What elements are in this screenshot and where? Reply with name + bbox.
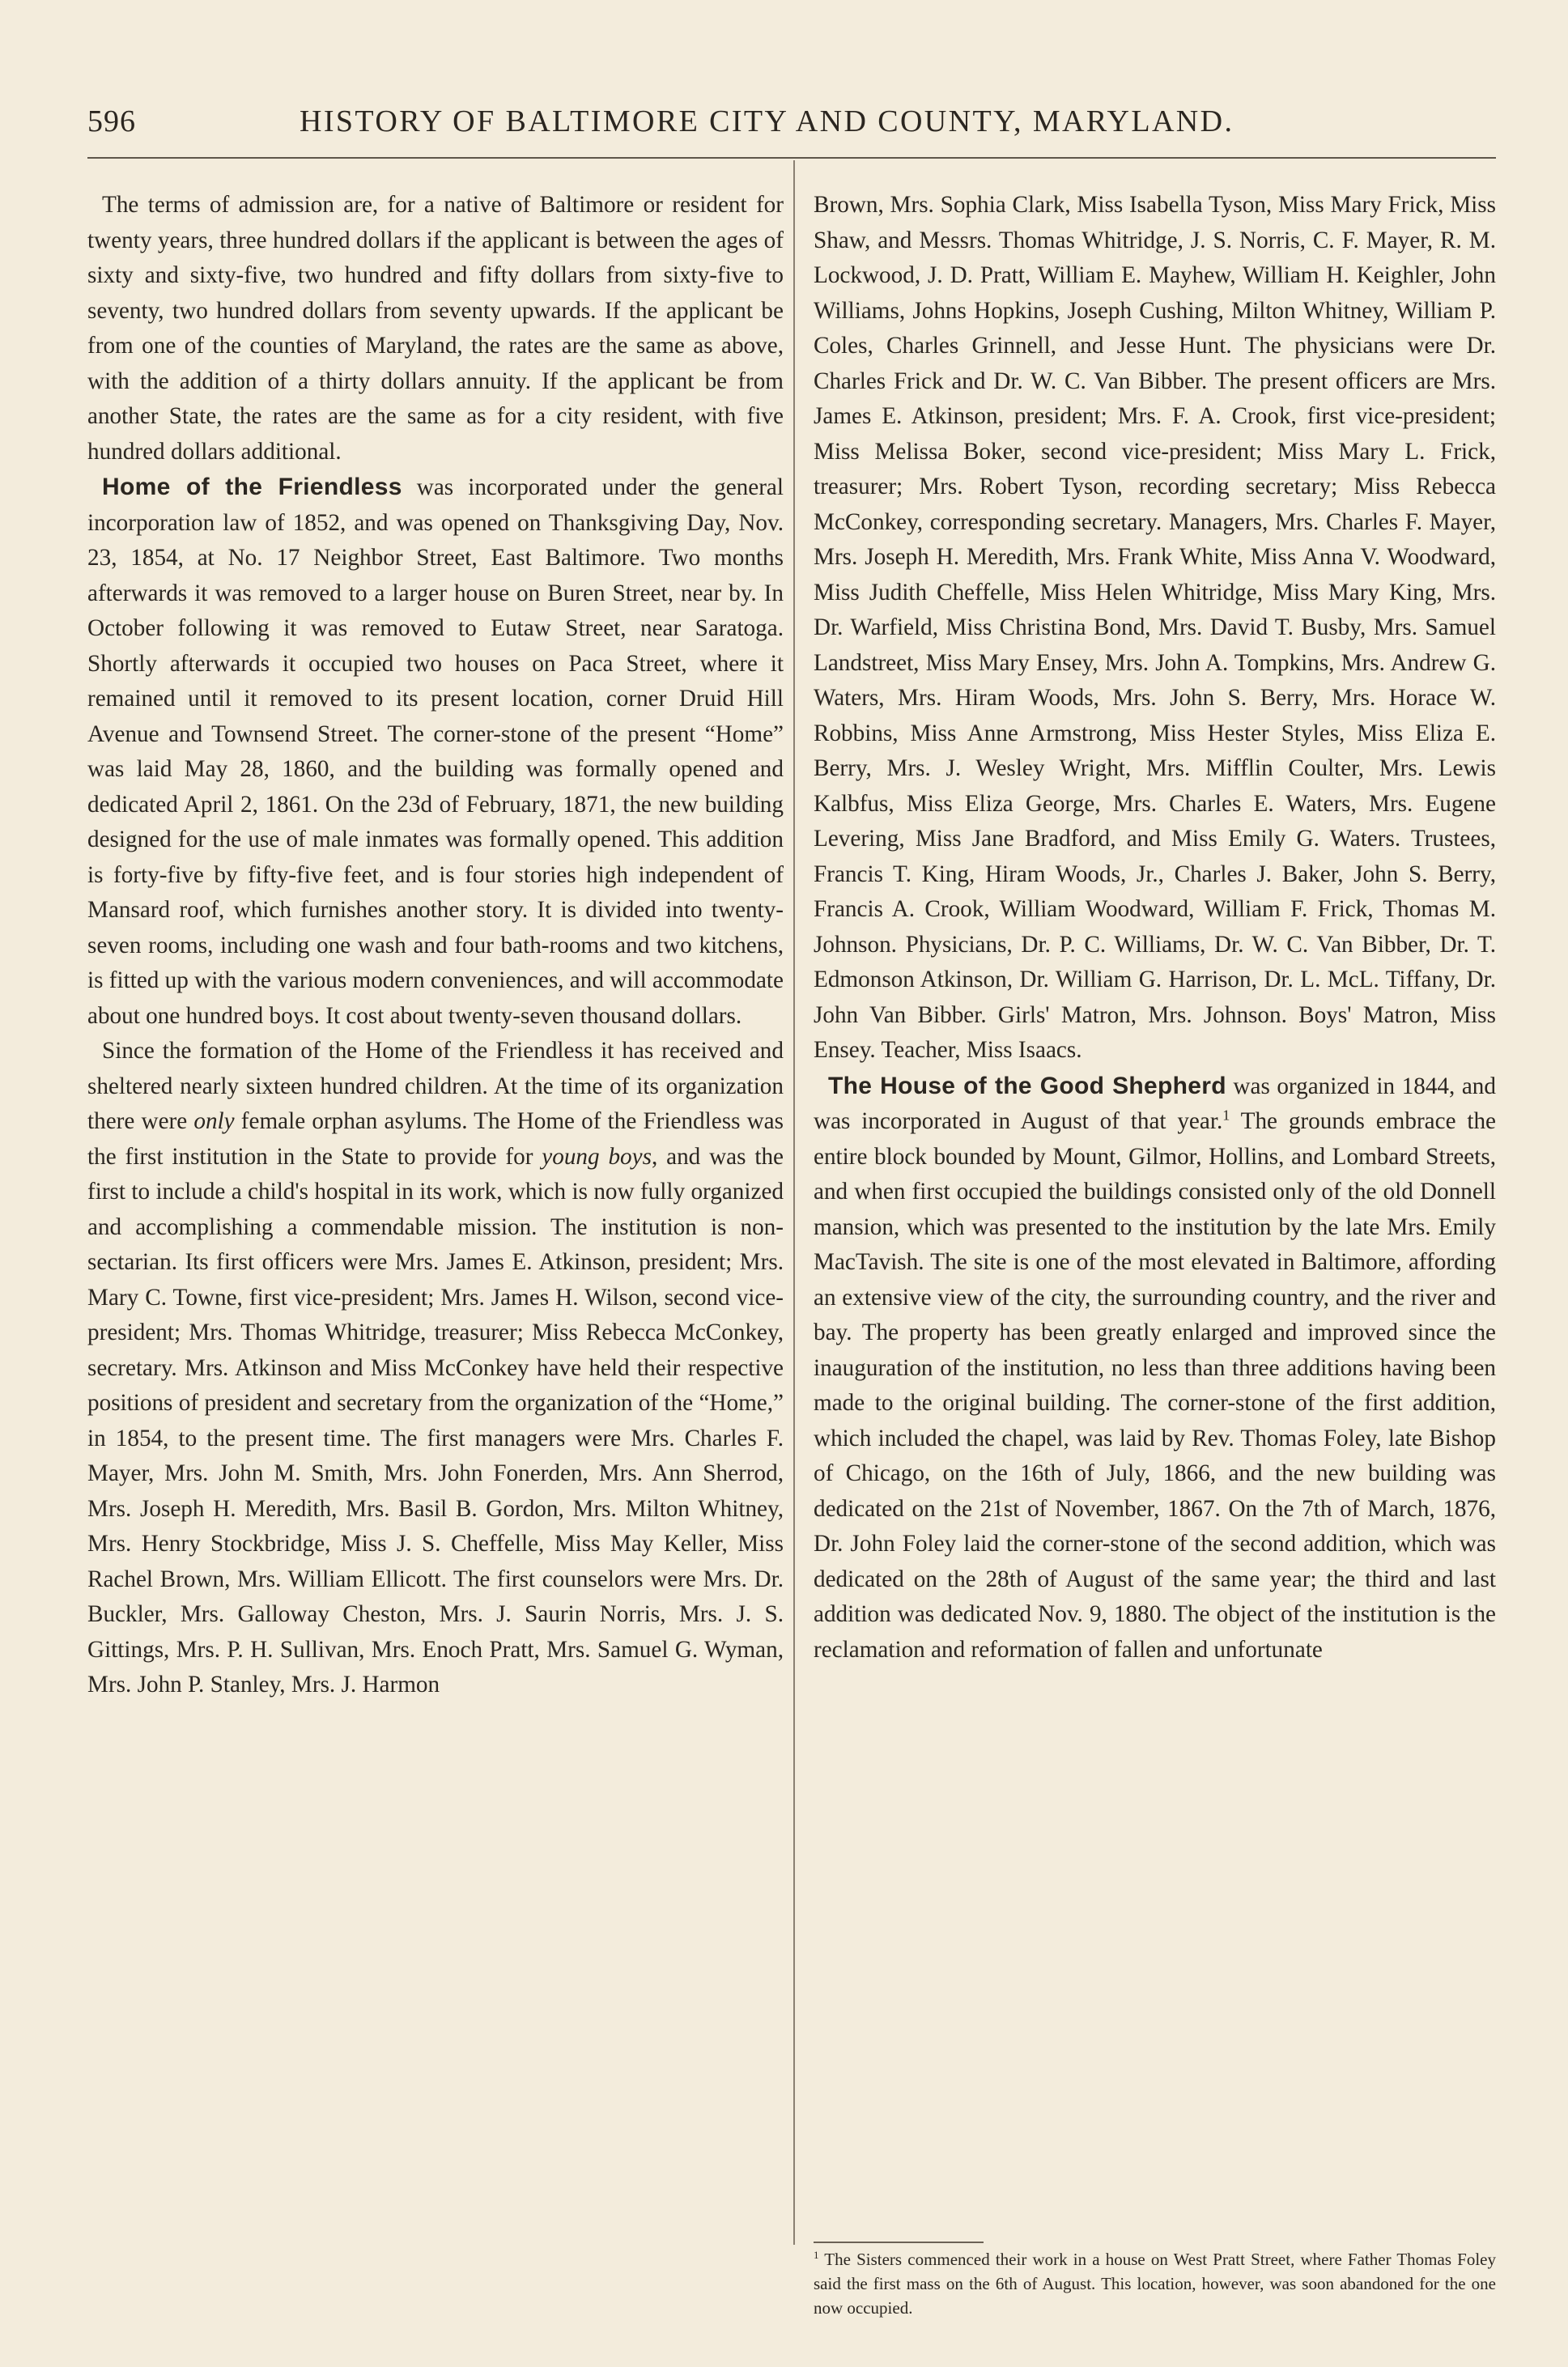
section-heading-house-of-the-good-shepherd: The House of the Good Shepherd — [828, 1072, 1226, 1099]
footnote-text: The Sisters commenced their work in a house on West Pratt Street, where Father Thomas Foley said the first mass on the 6th of August. This location, however, was soon abandoned for the one now occupied. — [814, 2250, 1496, 2318]
emphasis-text: only — [193, 1108, 235, 1134]
footnote-reference[interactable]: 1 — [1222, 1107, 1230, 1124]
header-rule — [87, 157, 1496, 159]
column-divider — [793, 160, 795, 2245]
footnote — [814, 2247, 1496, 2320]
paragraph-officers-continued: Brown, Mrs. Sophia Clark, Miss Isabella Tyson, Miss Mary Frick, Miss Shaw, and Messrs. Thomas Whitridge, J. S. Norris, C. F. Mayer, R. M. Lockwood, J. D. Pratt, William E. Mayhew, William H. Keighler, John Williams, Johns Hopkins, Joseph Cushing, Milton Whitney, William P. Coles, Charles Grinnell, and Jesse Hunt. The physicians were Dr. Charles Frick and Dr. W. C. Van Bibber. The present officers are Mrs. James E. Atkinson, president; Mrs. F. A. Crook, first vice-president; Miss Melissa Boker, second vice-president; Miss Mary L. Frick, treasurer; Mrs. Robert Tyson, recording secretary; Miss Rebecca McConkey, corresponding secretary. Managers, Mrs. Charles F. Mayer, Mrs. Joseph H. Meredith, Mrs. Frank White, Miss Anna V. Woodward, Miss Judith Cheffelle, Miss Helen Whitridge, Miss Mary King, Mrs. Dr. Warfield, Miss Christina Bond, Mrs. David T. Busby, Mrs. Samuel Landstreet, Miss Mary Ensey, Mrs. John A. Tompkins, Mrs. Andrew G. Waters, Mrs. Hiram Woods, Mrs. John S. Berry, Mrs. Horace W. Robbins, Miss Anne Armstrong, Miss Hester Styles, Miss Eliza E. Berry, Mrs. J. Wesley Wright, Mrs. Mifflin Coulter, Mrs. Lewis Kalbfus, Miss Eliza George, Mrs. Charles E. Waters, Mrs. Eugene Levering, Miss Jane Bradford, and Miss Emily G. Waters. Trustees, Francis T. King, Hiram Woods, Jr., Charles J. Baker, John S. Berry, Francis A. Crook, William Woodward, William F. Frick, Thomas M. Johnson. Physicians, Dr. P. C. Williams, Dr. W. C. Van Bibber, Dr. T. Edmonson Atkinson, Dr. William G. Harrison, Dr. L. McL. Tiffany, Dr. John Van Bibber. Girls' Matron, Mrs. Johnson. Boys' Matron, Miss Ensey. Teacher, Miss Isaacs. — [814, 192, 1496, 1063]
right-column — [814, 188, 1496, 1668]
paragraph-text: , and was the first to include a child's hospital in its work, which is now fully organized and accomplishing a commendable mission. The institution is non-sectarian. Its first officers were Mrs. James E. Atkinson, president; Mrs. Mary C. Towne, first vice-president; Mrs. James H. Wilson, second vice-president; Mrs. Thomas Whitridge, treasurer; Miss Rebecca McConkey, secretary. Mrs. Atkinson and Miss McConkey have held their respective positions of president and secretary from the organization of the “Home,” in 1854, to the present time. The first managers were Mrs. Charles F. Mayer, Mrs. John M. Smith, Mrs. John Fonerden, Mrs. Ann Sherrod, Mrs. Joseph H. Meredith, Mrs. Basil B. Gordon, Mrs. Milton Whitney, Mrs. Henry Stockbridge, Miss J. S. Cheffelle, Miss May Keller, Miss Rachel Brown, Mrs. William Ellicott. The first counselors were Mrs. Dr. Buckler, Mrs. Galloway Cheston, Mrs. J. Saurin Norris, Mrs. J. S. Gittings, Mrs. P. H. Sullivan, Mrs. Enoch Pratt, Mrs. Samuel G. Wyman, Mrs. John P. Stanley, Mrs. J. Harmon — [87, 1143, 784, 1698]
paragraph-text: was incorporated under the general incorporation law of 1852, and was opened on Thanksgiving Day, Nov. 23, 1854, at No. 17 Neighbor Street, East Baltimore. Two months afterwards it was removed to a larger house on Buren Street, near by. In October following it was removed to Eutaw Street, near Saratoga. Shortly afterwards it occupied two houses on Paca Street, where it remained until it removed to its present location, corner Druid Hill Avenue and Townsend Street. The corner-stone of the present “Home” was laid May 28, 1860, and the building was formally opened and dedicated April 2, 1861. On the 23d of February, 1871, the new building designed for the use of male inmates was formally opened. This addition is forty-five by fifty-five feet, and is four stories high independent of Mansard roof, which furnishes another story. It is divided into twenty-seven rooms, including one wash and four bath-rooms and two kitchens, is fitted up with the various modern conveniences, and will accommodate about one hundred boys. It cost about twenty-seven thousand dollars. — [87, 474, 784, 1029]
footnote-marker: 1 — [814, 2249, 819, 2261]
section-heading-home-of-the-friendless: Home of the Friendless — [102, 474, 402, 500]
paragraph-text: was organized in 1844, and was incorporated in August of that year. — [814, 1073, 1496, 1134]
page-number: 596 — [87, 104, 136, 138]
paragraph-admission-terms: The terms of admission are, for a native of Baltimore or resident for twenty years, three hundred dollars if the applicant is between the ages of sixty and sixty-five, two hundred and fifty dollars from sixty-five to seventy, two hundred dollars from seventy upwards. If the applicant be from one of the counties of Maryland, the rates are the same as above, with the addition of a thirty dollars annuity. If the applicant be from another State, the rates are the same as for a city resident, with five hundred dollars additional. — [87, 192, 784, 465]
paragraph-text: female orphan asylums. The Home of the Friendless was the first institution in the State to provide for — [87, 1108, 784, 1170]
footnote-rule — [814, 2242, 984, 2243]
paragraph-home-history — [87, 1034, 784, 1703]
running-title: HISTORY OF BALTIMORE CITY AND COUNTY, MARYLAND. — [300, 104, 1234, 138]
paragraph-text: The grounds embrace the entire block bounded by Mount, Gilmor, Hollins, and Lombard Streets, and when first occupied the buildings consisted only of the old Donnell mansion, which was presented to the institution by the late Mrs. Emily MacTavish. The site is one of the most elevated in Baltimore, affording an extensive view of the city, the surrounding country, and the river and bay. The property has been greatly enlarged and improved since the inauguration of the institution, no less than three additions having been made to the original building. The corner-stone of the first addition, which included the chapel, was laid by Rev. Thomas Foley, late Bishop of Chicago, on the 16th of July, 1866, and the new building was dedicated on the 21st of November, 1867. On the 7th of March, 1876, Dr. John Foley laid the corner-stone of the second addition, which was dedicated on the 28th of August of the same year; the third and last addition was dedicated Nov. 9, 1880. The object of the institution is the reclamation and reformation of fallen and unfortunate — [814, 1108, 1497, 1663]
left-column — [87, 188, 784, 1703]
paragraph-home-of-the-friendless — [87, 470, 784, 1034]
paragraph-text: Since the formation of the Home of the Friendless it has received and sheltered nearly sixteen hundred children. At the time of its organization there were — [87, 1038, 784, 1134]
paragraph-house-of-the-good-shepherd — [814, 1069, 1496, 1668]
emphasis-text: young boys — [542, 1143, 652, 1170]
page-header — [87, 104, 1496, 147]
